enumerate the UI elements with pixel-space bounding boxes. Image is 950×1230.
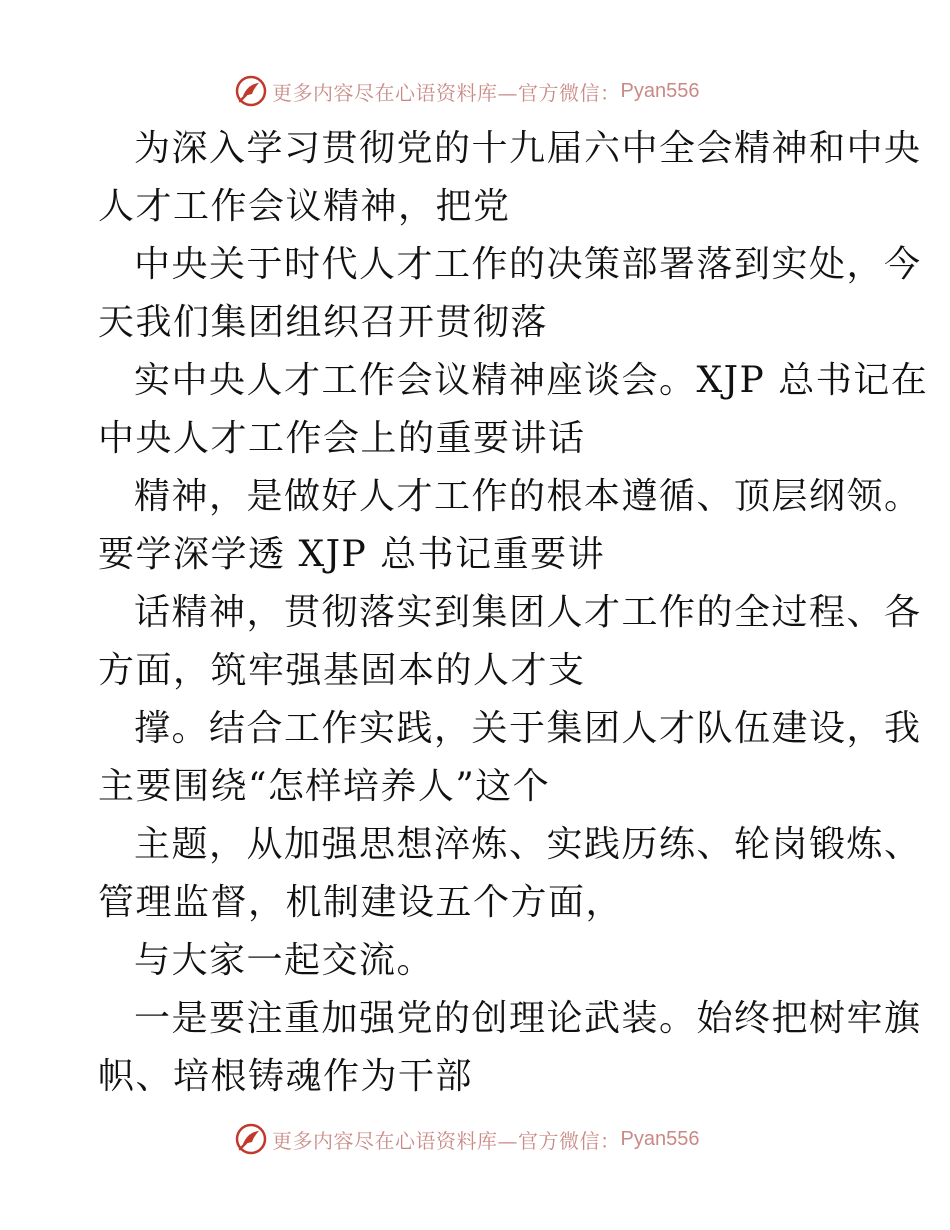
- text-line: 管理监督，机制建设五个方面，: [98, 882, 624, 923]
- text-line: 方面，筑牢强基固本的人才支: [98, 650, 586, 691]
- footer-banner: [234, 1120, 699, 1158]
- header-banner: [234, 72, 699, 110]
- header-banner-text: 更多内容尽在心语资料库—官方微信：: [272, 80, 621, 105]
- text-line: 主题，从加强思想淬炼、实践历练、轮岗锻炼、: [134, 824, 922, 865]
- brand-logo-icon: [234, 1122, 268, 1156]
- text-line: 与大家一起交流。: [134, 940, 435, 981]
- text-line: 人才工作会议精神，把党: [98, 186, 511, 227]
- text-line: 精神，是做好人才工作的根本遵循、顶层纲领。: [134, 476, 922, 517]
- brand-logo-icon: [234, 74, 268, 108]
- text-line: 天我们集团组织召开贯彻落: [98, 302, 549, 343]
- footer-banner-text: 更多内容尽在心语资料库—官方微信：: [272, 1128, 621, 1153]
- text-line: 要学深学透 XJP 总书记重要讲: [98, 534, 606, 575]
- footer-banner-id: Pyan556: [620, 1127, 700, 1150]
- text-line: 撑。结合工作实践，关于集团人才队伍建设，我: [134, 708, 922, 749]
- header-banner-id: Pyan556: [620, 79, 700, 102]
- text-line: 中央人才工作会上的重要讲话: [98, 418, 586, 459]
- text-line: 话精神，贯彻落实到集团人才工作的全过程、各: [134, 592, 922, 633]
- text-line: 为深入学习贯彻党的十九届六中全会精神和中央: [134, 128, 922, 169]
- text-line: 帜、培根铸魂作为干部: [98, 1056, 474, 1097]
- document-body: [98, 120, 929, 1106]
- text-line: 一是要注重加强党的创理论武装。始终把树牢旗: [134, 998, 922, 1039]
- text-line: 实中央人才工作会议精神座谈会。XJP 总书记在: [134, 360, 929, 401]
- text-line: 主要围绕“怎样培养人”这个: [98, 766, 551, 807]
- text-line: 中央关于时代人才工作的决策部署落到实处，今: [134, 244, 922, 285]
